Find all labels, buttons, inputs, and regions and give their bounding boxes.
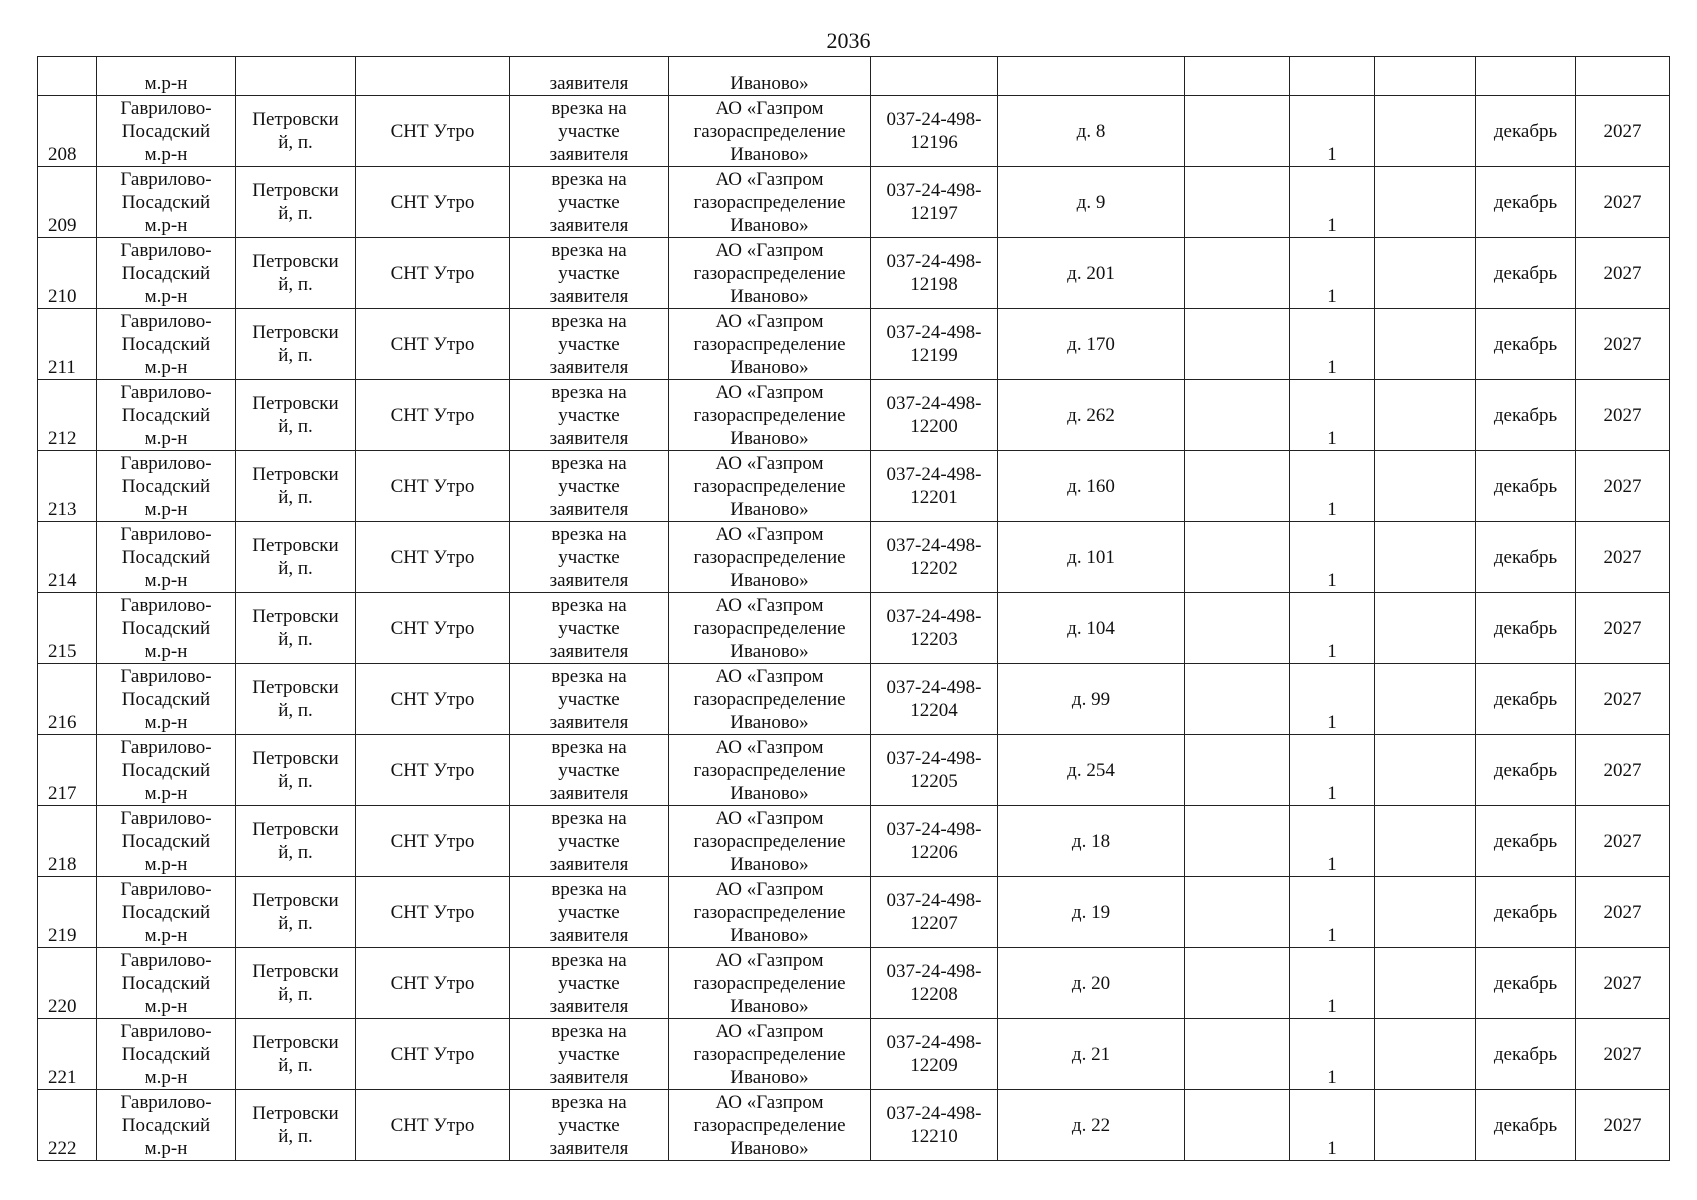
cell-empty: [1185, 593, 1290, 664]
cell-qty: 1: [1290, 877, 1375, 948]
continuation-row: [38, 57, 1670, 96]
cell-organization: АО «Газпром газораспределение Иваново»: [669, 522, 871, 593]
cell-year: 2027: [1576, 877, 1670, 948]
cell-empty: [1375, 593, 1476, 664]
cell-empty: [1375, 522, 1476, 593]
cell-qty: 1: [1290, 96, 1375, 167]
cell-locality: Петровски й, п.: [236, 1019, 356, 1090]
cell-month: декабрь: [1476, 309, 1576, 380]
cell-district: Гаврилово- Посадский м.р-н: [97, 451, 236, 522]
cell-empty: [1375, 57, 1476, 96]
cell-code: 037-24-498- 12207: [871, 877, 998, 948]
cell-month: декабрь: [1476, 806, 1576, 877]
cell-district: Гаврилово- Посадский м.р-н: [97, 593, 236, 664]
cell-code: [871, 57, 998, 96]
cell-qty: 1: [1290, 735, 1375, 806]
cell-empty: [1185, 664, 1290, 735]
cell-connection: врезка на участке заявителя: [510, 735, 669, 806]
cell-num: 211: [38, 309, 97, 380]
cell-qty: 1: [1290, 806, 1375, 877]
cell-year: [1576, 57, 1670, 96]
cell-locality: Петровски й, п.: [236, 806, 356, 877]
cell-district: Гаврилово- Посадский м.р-н: [97, 1019, 236, 1090]
cell-empty: [1185, 1019, 1290, 1090]
cell-settlement: СНТ Утро: [356, 877, 510, 948]
cell-address: [998, 57, 1185, 96]
cell-code: 037-24-498- 12209: [871, 1019, 998, 1090]
cell-settlement: СНТ Утро: [356, 1090, 510, 1161]
cell-address: д. 170: [998, 309, 1185, 380]
cell-organization: АО «Газпром газораспределение Иваново»: [669, 309, 871, 380]
cell-locality: Петровски й, п.: [236, 96, 356, 167]
cell-month: декабрь: [1476, 1090, 1576, 1161]
cell-district: Гаврилово- Посадский м.р-н: [97, 877, 236, 948]
cell-num: [38, 57, 97, 96]
cell-empty: [1185, 238, 1290, 309]
cell-year: 2027: [1576, 593, 1670, 664]
cell-empty: [1185, 1090, 1290, 1161]
cell-locality: Петровски й, п.: [236, 309, 356, 380]
cell-empty: [1375, 664, 1476, 735]
cell-connection: врезка на участке заявителя: [510, 593, 669, 664]
cell-empty: [1375, 380, 1476, 451]
cell-empty: [1185, 522, 1290, 593]
cell-district: Гаврилово- Посадский м.р-н: [97, 238, 236, 309]
table-row: [38, 309, 1670, 380]
cell-num: 213: [38, 451, 97, 522]
cell-empty: [1185, 309, 1290, 380]
cell-locality: Петровски й, п.: [236, 948, 356, 1019]
cell-district: Гаврилово- Посадский м.р-н: [97, 948, 236, 1019]
cell-settlement: СНТ Утро: [356, 664, 510, 735]
cell-locality: Петровски й, п.: [236, 380, 356, 451]
gas-connection-register-table: [37, 56, 1670, 1161]
cell-num: 216: [38, 664, 97, 735]
cell-code: 037-24-498- 12197: [871, 167, 998, 238]
cell-locality: Петровски й, п.: [236, 735, 356, 806]
cell-year: 2027: [1576, 167, 1670, 238]
cell-code: 037-24-498- 12210: [871, 1090, 998, 1161]
cell-locality: [236, 57, 356, 96]
cell-num: 220: [38, 948, 97, 1019]
cell-qty: [1290, 57, 1375, 96]
cell-organization: АО «Газпром газораспределение Иваново»: [669, 948, 871, 1019]
cell-qty: 1: [1290, 1019, 1375, 1090]
cell-district: Гаврилово- Посадский м.р-н: [97, 806, 236, 877]
cell-locality: Петровски й, п.: [236, 238, 356, 309]
cell-qty: 1: [1290, 451, 1375, 522]
cell-district: Гаврилово- Посадский м.р-н: [97, 309, 236, 380]
cell-year: 2027: [1576, 238, 1670, 309]
cell-address: д. 201: [998, 238, 1185, 309]
cell-connection: врезка на участке заявителя: [510, 309, 669, 380]
cell-district: Гаврилово- Посадский м.р-н: [97, 1090, 236, 1161]
cell-organization: АО «Газпром газораспределение Иваново»: [669, 451, 871, 522]
cell-num: 208: [38, 96, 97, 167]
cell-organization: АО «Газпром газораспределение Иваново»: [669, 664, 871, 735]
cell-code: 037-24-498- 12198: [871, 238, 998, 309]
cell-empty: [1185, 948, 1290, 1019]
cell-empty: [1375, 948, 1476, 1019]
cell-organization: АО «Газпром газораспределение Иваново»: [669, 167, 871, 238]
cell-qty: 1: [1290, 309, 1375, 380]
cell-connection: врезка на участке заявителя: [510, 1090, 669, 1161]
cell-year: 2027: [1576, 522, 1670, 593]
cell-num: 217: [38, 735, 97, 806]
cell-organization: АО «Газпром газораспределение Иваново»: [669, 380, 871, 451]
cell-qty: 1: [1290, 522, 1375, 593]
cell-num: 212: [38, 380, 97, 451]
cell-empty: [1375, 167, 1476, 238]
cell-organization: АО «Газпром газораспределение Иваново»: [669, 96, 871, 167]
cell-qty: 1: [1290, 948, 1375, 1019]
cell-num: 210: [38, 238, 97, 309]
cell-address: д. 9: [998, 167, 1185, 238]
cell-month: декабрь: [1476, 167, 1576, 238]
cell-address: д. 104: [998, 593, 1185, 664]
cell-qty: 1: [1290, 1090, 1375, 1161]
cell-address: д. 262: [998, 380, 1185, 451]
cell-num: 214: [38, 522, 97, 593]
cell-connection: врезка на участке заявителя: [510, 167, 669, 238]
cell-organization: АО «Газпром газораспределение Иваново»: [669, 806, 871, 877]
cell-num: 221: [38, 1019, 97, 1090]
cell-num: 219: [38, 877, 97, 948]
cell-code: 037-24-498- 12199: [871, 309, 998, 380]
cell-address: д. 254: [998, 735, 1185, 806]
cell-settlement: СНТ Утро: [356, 806, 510, 877]
cell-month: декабрь: [1476, 522, 1576, 593]
cell-month: декабрь: [1476, 877, 1576, 948]
table-row: [38, 238, 1670, 309]
cell-year: 2027: [1576, 1090, 1670, 1161]
cell-connection: врезка на участке заявителя: [510, 451, 669, 522]
cell-organization: АО «Газпром газораспределение Иваново»: [669, 1019, 871, 1090]
table-row: [38, 451, 1670, 522]
cell-address: д. 20: [998, 948, 1185, 1019]
cell-empty: [1375, 735, 1476, 806]
table-row: [38, 664, 1670, 735]
table-row: [38, 96, 1670, 167]
cell-settlement: СНТ Утро: [356, 96, 510, 167]
cell-district: м.р-н: [97, 57, 236, 96]
cell-settlement: СНТ Утро: [356, 735, 510, 806]
cell-address: д. 18: [998, 806, 1185, 877]
cell-settlement: СНТ Утро: [356, 238, 510, 309]
cell-year: 2027: [1576, 96, 1670, 167]
cell-organization: АО «Газпром газораспределение Иваново»: [669, 1090, 871, 1161]
cell-locality: Петровски й, п.: [236, 522, 356, 593]
cell-locality: Петровски й, п.: [236, 664, 356, 735]
cell-year: 2027: [1576, 664, 1670, 735]
cell-connection: врезка на участке заявителя: [510, 877, 669, 948]
cell-connection: врезка на участке заявителя: [510, 664, 669, 735]
table-row: [38, 380, 1670, 451]
cell-settlement: СНТ Утро: [356, 593, 510, 664]
cell-month: декабрь: [1476, 593, 1576, 664]
cell-empty: [1375, 96, 1476, 167]
cell-empty: [1185, 57, 1290, 96]
cell-connection: врезка на участке заявителя: [510, 238, 669, 309]
cell-code: 037-24-498- 12208: [871, 948, 998, 1019]
cell-connection: врезка на участке заявителя: [510, 522, 669, 593]
table-row: [38, 735, 1670, 806]
cell-code: 037-24-498- 12206: [871, 806, 998, 877]
cell-address: д. 101: [998, 522, 1185, 593]
cell-month: декабрь: [1476, 96, 1576, 167]
cell-organization: АО «Газпром газораспределение Иваново»: [669, 877, 871, 948]
cell-month: декабрь: [1476, 1019, 1576, 1090]
cell-organization: АО «Газпром газораспределение Иваново»: [669, 238, 871, 309]
cell-settlement: СНТ Утро: [356, 380, 510, 451]
cell-empty: [1375, 451, 1476, 522]
cell-num: 222: [38, 1090, 97, 1161]
cell-district: Гаврилово- Посадский м.р-н: [97, 735, 236, 806]
cell-settlement: СНТ Утро: [356, 522, 510, 593]
cell-locality: Петровски й, п.: [236, 167, 356, 238]
cell-organization: АО «Газпром газораспределение Иваново»: [669, 593, 871, 664]
cell-year: 2027: [1576, 948, 1670, 1019]
cell-empty: [1375, 877, 1476, 948]
cell-year: 2027: [1576, 380, 1670, 451]
cell-code: 037-24-498- 12203: [871, 593, 998, 664]
cell-connection: врезка на участке заявителя: [510, 96, 669, 167]
table-row: [38, 948, 1670, 1019]
cell-address: д. 21: [998, 1019, 1185, 1090]
cell-settlement: СНТ Утро: [356, 1019, 510, 1090]
cell-empty: [1375, 1090, 1476, 1161]
cell-district: Гаврилово- Посадский м.р-н: [97, 96, 236, 167]
cell-code: 037-24-498- 12205: [871, 735, 998, 806]
cell-empty: [1375, 238, 1476, 309]
table-row: [38, 877, 1670, 948]
page-number: 2036: [826, 28, 871, 53]
cell-empty: [1185, 806, 1290, 877]
cell-month: декабрь: [1476, 380, 1576, 451]
cell-qty: 1: [1290, 593, 1375, 664]
cell-code: 037-24-498- 12204: [871, 664, 998, 735]
cell-num: 209: [38, 167, 97, 238]
cell-month: декабрь: [1476, 948, 1576, 1019]
cell-empty: [1185, 735, 1290, 806]
cell-address: д. 22: [998, 1090, 1185, 1161]
cell-month: [1476, 57, 1576, 96]
cell-empty: [1375, 309, 1476, 380]
cell-settlement: СНТ Утро: [356, 167, 510, 238]
cell-month: декабрь: [1476, 735, 1576, 806]
cell-address: д. 8: [998, 96, 1185, 167]
cell-district: Гаврилово- Посадский м.р-н: [97, 522, 236, 593]
cell-year: 2027: [1576, 1019, 1670, 1090]
cell-locality: Петровски й, п.: [236, 593, 356, 664]
cell-code: 037-24-498- 12202: [871, 522, 998, 593]
cell-month: декабрь: [1476, 451, 1576, 522]
cell-qty: 1: [1290, 238, 1375, 309]
cell-connection: заявителя: [510, 57, 669, 96]
cell-year: 2027: [1576, 309, 1670, 380]
cell-locality: Петровски й, п.: [236, 877, 356, 948]
cell-connection: врезка на участке заявителя: [510, 948, 669, 1019]
cell-month: декабрь: [1476, 664, 1576, 735]
cell-settlement: СНТ Утро: [356, 948, 510, 1019]
cell-num: 218: [38, 806, 97, 877]
cell-month: декабрь: [1476, 238, 1576, 309]
cell-empty: [1375, 1019, 1476, 1090]
cell-settlement: СНТ Утро: [356, 309, 510, 380]
cell-empty: [1375, 806, 1476, 877]
cell-district: Гаврилово- Посадский м.р-н: [97, 167, 236, 238]
cell-qty: 1: [1290, 167, 1375, 238]
cell-qty: 1: [1290, 380, 1375, 451]
table-row: [38, 1090, 1670, 1161]
cell-organization: АО «Газпром газораспределение Иваново»: [669, 735, 871, 806]
cell-address: д. 160: [998, 451, 1185, 522]
table-row: [38, 806, 1670, 877]
cell-address: д. 19: [998, 877, 1185, 948]
cell-locality: Петровски й, п.: [236, 451, 356, 522]
cell-empty: [1185, 877, 1290, 948]
cell-connection: врезка на участке заявителя: [510, 380, 669, 451]
cell-empty: [1185, 167, 1290, 238]
cell-year: 2027: [1576, 735, 1670, 806]
cell-locality: Петровски й, п.: [236, 1090, 356, 1161]
cell-connection: врезка на участке заявителя: [510, 806, 669, 877]
cell-address: д. 99: [998, 664, 1185, 735]
table-row: [38, 1019, 1670, 1090]
cell-settlement: [356, 57, 510, 96]
cell-code: 037-24-498- 12201: [871, 451, 998, 522]
cell-num: 215: [38, 593, 97, 664]
cell-year: 2027: [1576, 806, 1670, 877]
cell-qty: 1: [1290, 664, 1375, 735]
cell-empty: [1185, 451, 1290, 522]
cell-code: 037-24-498- 12196: [871, 96, 998, 167]
cell-district: Гаврилово- Посадский м.р-н: [97, 664, 236, 735]
cell-empty: [1185, 96, 1290, 167]
cell-settlement: СНТ Утро: [356, 451, 510, 522]
cell-district: Гаврилово- Посадский м.р-н: [97, 380, 236, 451]
cell-empty: [1185, 380, 1290, 451]
cell-code: 037-24-498- 12200: [871, 380, 998, 451]
table-row: [38, 522, 1670, 593]
cell-organization: Иваново»: [669, 57, 871, 96]
cell-connection: врезка на участке заявителя: [510, 1019, 669, 1090]
table-row: [38, 593, 1670, 664]
table-row: [38, 167, 1670, 238]
cell-year: 2027: [1576, 451, 1670, 522]
